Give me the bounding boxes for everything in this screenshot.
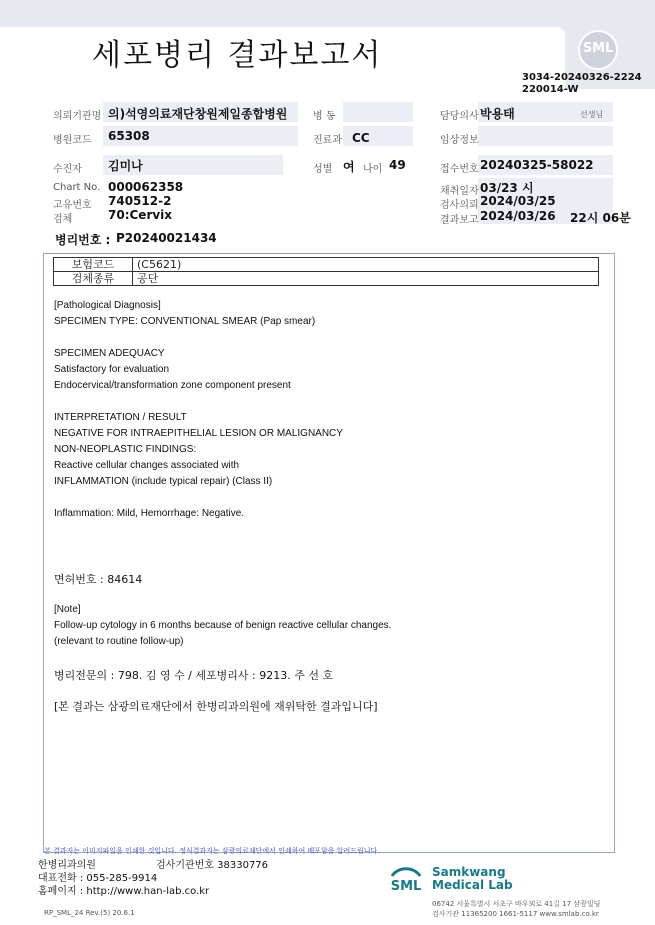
note-title: [Note]: [54, 604, 81, 615]
patient-value: 김미나: [108, 159, 143, 173]
code-table: [53, 257, 599, 286]
age-label: 나이: [363, 164, 383, 175]
note-line: (relevant to routine follow-up): [54, 636, 184, 647]
report-line: SPECIMEN ADEQUACY: [54, 348, 165, 359]
request-label: 검사의뢰: [440, 200, 479, 211]
report-line: Satisfactory for evaluation: [54, 364, 170, 375]
svg-text:SML: SML: [390, 879, 422, 894]
footer-notice: 본 결과지는 이미지파일을 인쇄한 것입니다. 정식결과지는 삼광의료재단에서 인쇄하여 배포함을 알려드립니다.: [44, 847, 380, 855]
report-id-line1: 3034-20240326-2224: [522, 72, 642, 83]
specimen-value: 70:Cervix: [108, 208, 173, 222]
report-line: NON-NEOPLASTIC FINDINGS:: [54, 444, 197, 455]
insurance-value: (C5621): [133, 258, 599, 272]
chart-label: Chart No.: [53, 182, 101, 193]
request-value: 2024/03/25: [480, 194, 556, 208]
institution-label: 의뢰기관명: [53, 111, 102, 122]
sex-label: 성별: [313, 164, 333, 175]
doctor-value: 박용태: [480, 107, 515, 121]
patient-label: 수진자: [53, 164, 82, 175]
report-date-value: 2024/03/26: [480, 209, 556, 223]
doctor-suffix: 선생님: [580, 110, 604, 119]
report-box: [43, 253, 615, 853]
page-title: 세포병리 결과보고서: [92, 38, 383, 73]
lab-name: [432, 866, 513, 892]
license-number: 면허번호 : 84614: [54, 573, 143, 586]
report-line: Inflammation: Mild, Hemorrhage: Negative.: [54, 508, 245, 519]
report-line: INTERPRETATION / RESULT: [54, 412, 187, 423]
receipt-value: 20240325-58022: [480, 158, 594, 172]
clinical-info-label: 임상정보: [440, 135, 479, 146]
specimen-type-value: 공단: [133, 272, 599, 286]
form-code: RP_SML_24 Rev.(5) 20.6.1: [44, 909, 135, 917]
samkwang-logo-icon: [386, 862, 426, 898]
clinic-code: 검사기관번호 38330776: [156, 860, 269, 871]
collect-label: 채취일자: [440, 186, 479, 197]
collect-value: 03/23 시: [480, 181, 534, 195]
report-id-line2: 220014-W: [522, 84, 579, 95]
report-line: Reactive cellular changes associated with: [54, 460, 240, 471]
report-line: NEGATIVE FOR INTRAEPITHELIAL LESION OR MALIGNANCY: [54, 428, 343, 439]
hospital-code-value: 65308: [108, 129, 150, 143]
chart-value: 000062358: [108, 180, 184, 194]
unique-label: 고유번호: [53, 200, 92, 211]
report-line: Endocervical/transformation zone component present: [54, 380, 291, 391]
ward-shade: [343, 102, 413, 122]
logo-text: SML: [582, 41, 614, 56]
receipt-label: 접수번호: [440, 164, 479, 175]
institution-value: 의)석영의료재단창원제일종합병원: [108, 107, 288, 121]
insurance-label: 보험코드: [54, 258, 133, 272]
dept-value: CC: [352, 131, 370, 145]
clinic-name: 한병리과의원: [38, 860, 96, 871]
clinical-shade: [478, 126, 613, 146]
table-row: [54, 272, 599, 286]
pathology-no-value: P20240021434: [116, 231, 217, 245]
ward-label: 병 동: [313, 111, 336, 122]
report-line: [Pathological Diagnosis]: [54, 300, 161, 311]
unique-value: 740512-2: [108, 194, 172, 208]
report-time-value: 22시 06분: [570, 211, 631, 225]
report-line: SPECIMEN TYPE: CONVENTIONAL SMEAR (Pap smear): [54, 316, 316, 327]
sex-value: 여: [343, 160, 355, 174]
lab-contact: 검사기관 11365200 1661-5117 www.smlab.co.kr: [432, 910, 599, 918]
dept-label: 진료과: [313, 135, 342, 146]
lab-name-line1: Samkwang: [432, 865, 506, 879]
hospital-code-label: 병원코드: [53, 135, 92, 146]
doctor-label: 담당의사: [440, 111, 479, 122]
specimen-type-label: 검체종류: [54, 272, 133, 286]
clinic-phone: 대표전화 : 055-285-9914: [38, 873, 158, 884]
report-date-label: 결과보고: [440, 215, 479, 226]
table-row: [54, 258, 599, 272]
age-value: 49: [389, 158, 406, 172]
sml-logo-icon: [578, 30, 618, 70]
report-id: [522, 72, 642, 96]
specimen-label: 검체: [53, 214, 73, 225]
lab-address: 06742 서울특별시 서초구 바우뫼로 41길 17 삼광빌딩: [432, 900, 601, 908]
note-line: Follow-up cytology in 6 months because of benign reactive cellular changes.: [54, 620, 392, 631]
report-line: INFLAMMATION (include typical repair) (Class II): [54, 476, 273, 487]
pathologist-line: 병리전문의 : 798. 김 영 수 / 세포병리사 : 9213. 주 선 호: [54, 669, 334, 682]
lab-name-line2: Medical Lab: [432, 878, 513, 892]
consign-line: [본 결과는 삼광의료재단에서 한병리과의원에 재위탁한 결과입니다]: [54, 700, 378, 713]
pathology-no-label: 병리번호 :: [55, 233, 111, 247]
clinic-homepage: 홈페이지 : http://www.han-lab.co.kr: [38, 886, 210, 897]
